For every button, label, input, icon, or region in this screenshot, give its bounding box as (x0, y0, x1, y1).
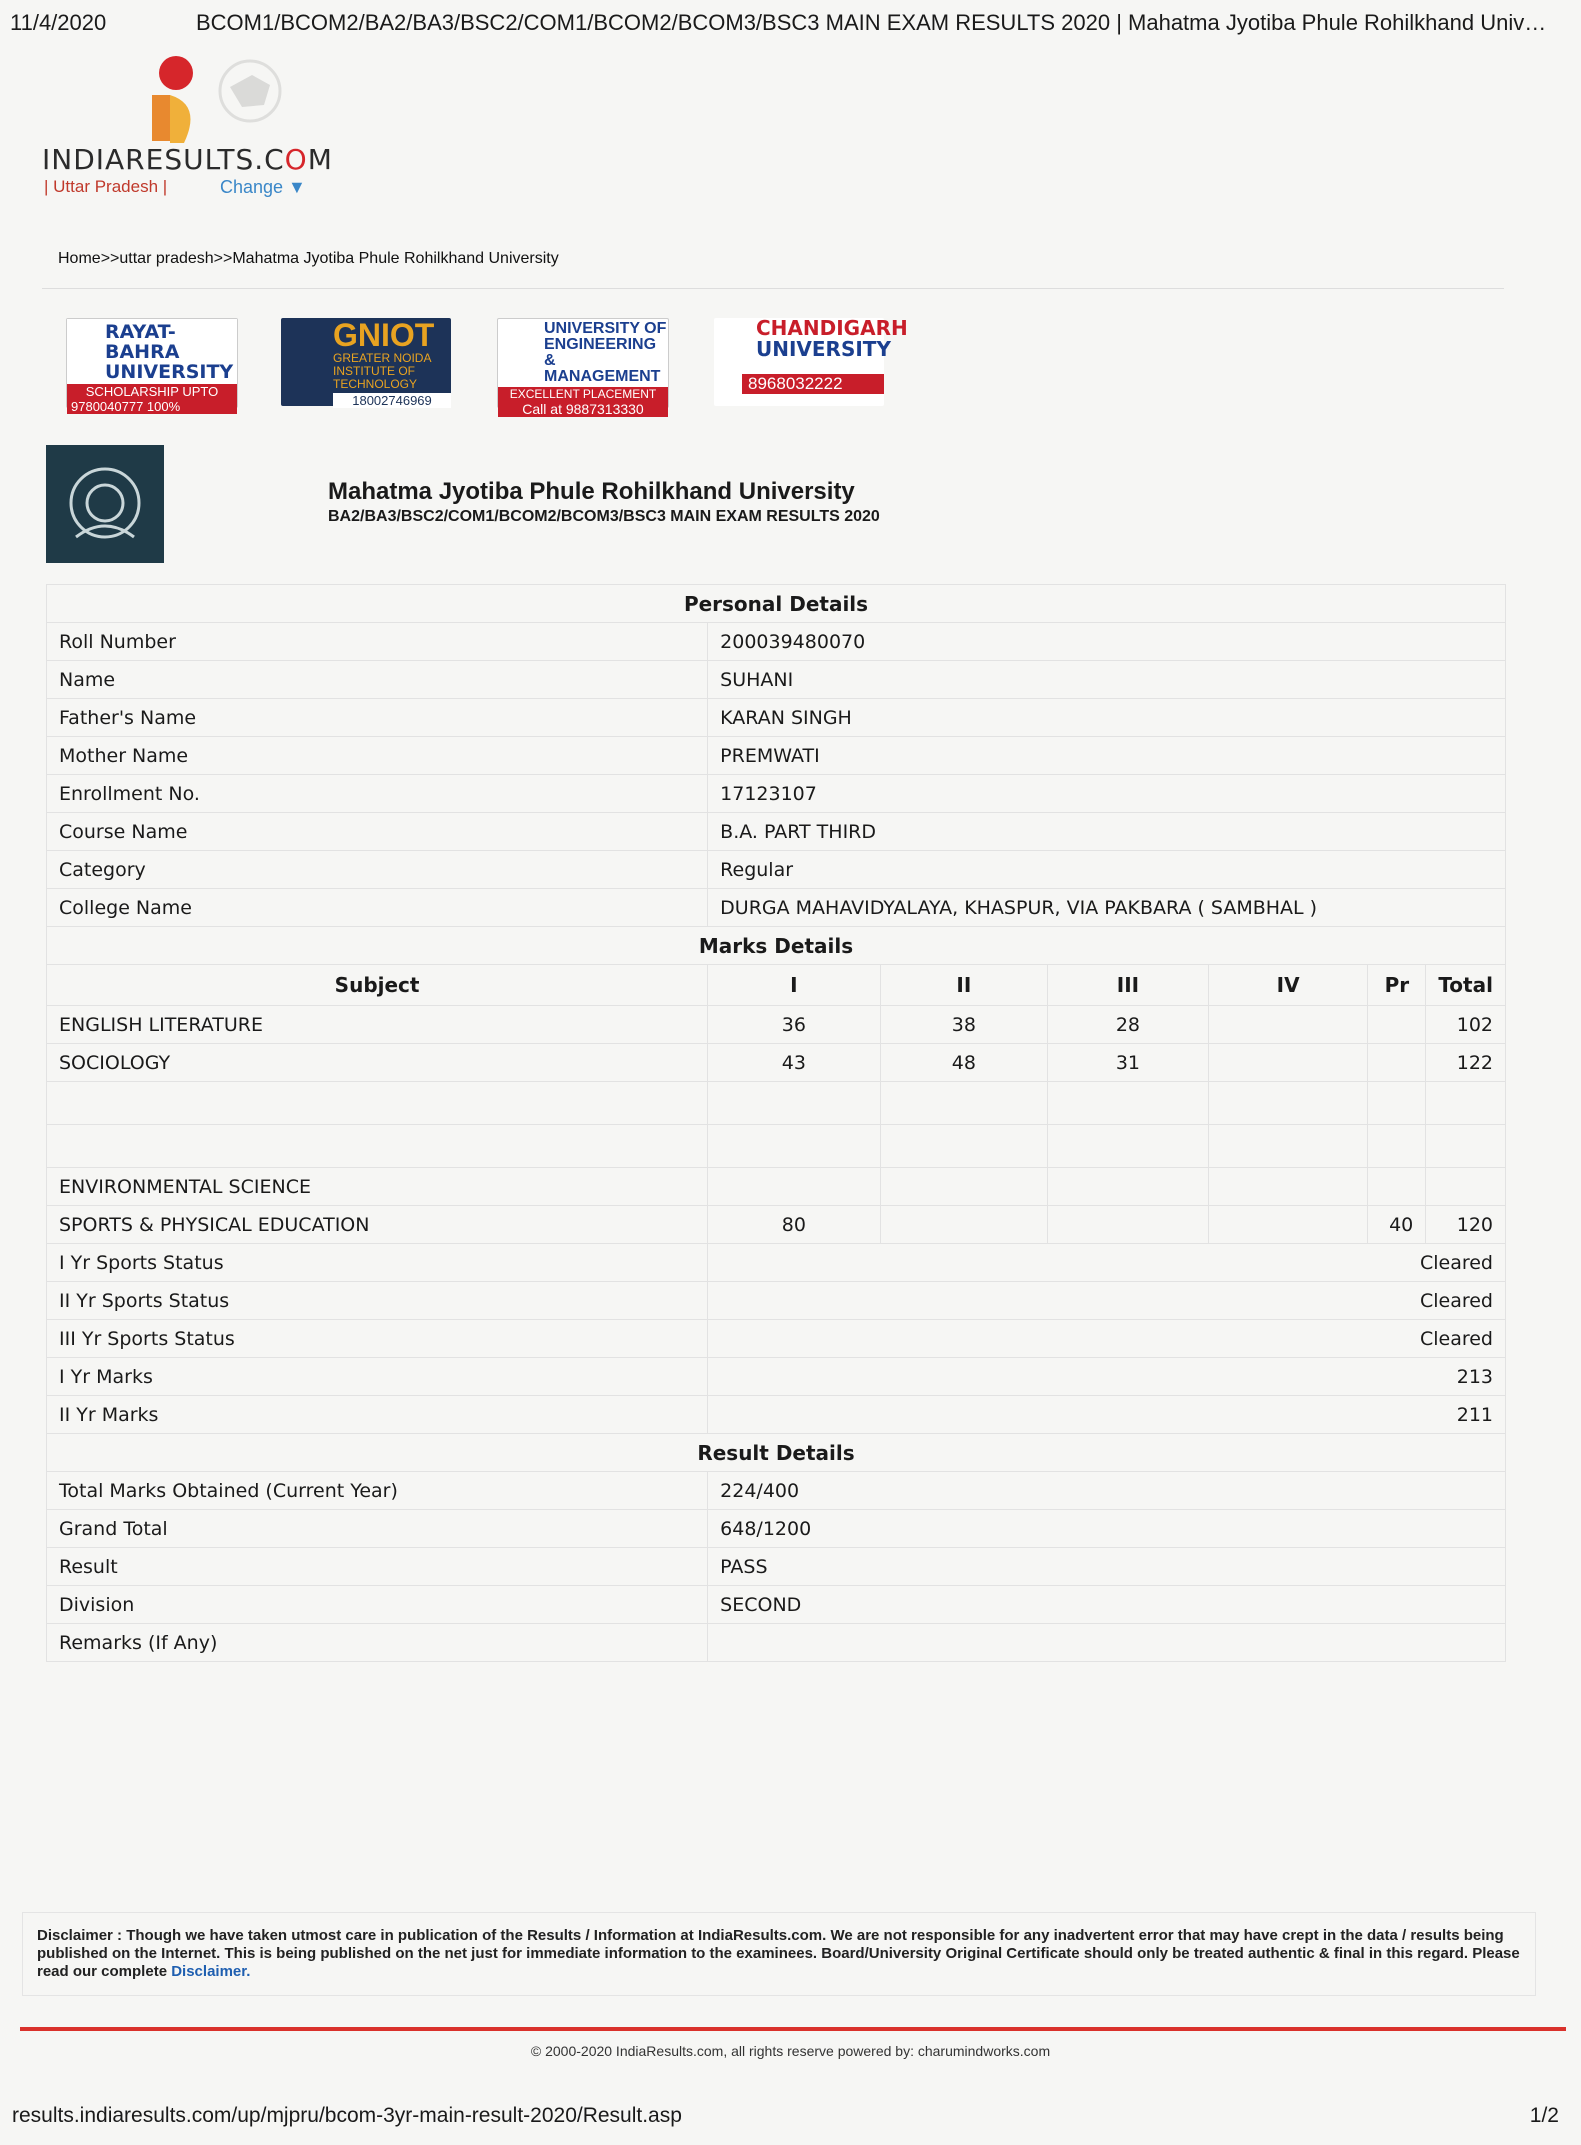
mark-cell (880, 1125, 1048, 1168)
table-row (47, 851, 1506, 889)
mark-cell (1208, 1044, 1368, 1082)
table-row (47, 1548, 1506, 1586)
mark-cell (1368, 1168, 1426, 1206)
university-logo (46, 445, 164, 563)
mark-cell: 40 (1368, 1206, 1426, 1244)
row-label: Course Name (47, 813, 708, 851)
ad-line: UNIVERSITY OF ENGINEERING & MANAGEMENT (544, 320, 667, 385)
result-table (46, 584, 1506, 1662)
mark-cell (1208, 1168, 1368, 1206)
breadcrumb-home[interactable]: Home (58, 250, 101, 267)
row-label: Mother Name (47, 737, 708, 775)
copyright-text: © 2000-2020 IndiaResults.com, all rights reserve powered by: charumindworks.com (530, 2043, 1051, 2059)
column-header: Subject (47, 965, 708, 1006)
row-label: I Yr Marks (47, 1358, 708, 1396)
breadcrumb (58, 250, 559, 268)
mark-cell (1208, 1082, 1368, 1125)
total-cell: 122 (1426, 1044, 1506, 1082)
marks-row (47, 1082, 1506, 1125)
status-row (47, 1396, 1506, 1434)
row-label: Remarks (If Any) (47, 1624, 708, 1662)
total-cell (1426, 1168, 1506, 1206)
status-value: Cleared (708, 1282, 1506, 1320)
marks-header-row (47, 965, 1506, 1006)
table-row (47, 623, 1506, 661)
ad-line: UNIVERSITY (756, 337, 891, 361)
column-header: I (708, 965, 880, 1006)
row-label: Name (47, 661, 708, 699)
row-label: Roll Number (47, 623, 708, 661)
section-heading (47, 585, 1506, 623)
ad-uem[interactable] (497, 318, 669, 417)
mark-cell (880, 1206, 1048, 1244)
mark-cell (1048, 1206, 1209, 1244)
ad-line: RAYAT-BAHRA UNIVERSITY (67, 319, 237, 382)
subject-cell: SOCIOLOGY (47, 1044, 708, 1082)
mother-name-value: PREMWATI (708, 737, 1506, 775)
site-logo[interactable] (42, 55, 342, 205)
table-row (47, 1586, 1506, 1624)
table-row (47, 1472, 1506, 1510)
row-label: Result (47, 1548, 708, 1586)
table-row (47, 775, 1506, 813)
mark-cell: 31 (1048, 1044, 1209, 1082)
mark-cell: 48 (880, 1044, 1048, 1082)
status-row (47, 1244, 1506, 1282)
divider (42, 288, 1504, 289)
section-heading (47, 1434, 1506, 1472)
marks-row (47, 1044, 1506, 1082)
mark-cell (1368, 1006, 1426, 1044)
table-row (47, 661, 1506, 699)
exam-title: BA2/BA3/BSC2/COM1/BCOM2/BCOM3/BSC3 MAIN EXAM RESULTS 2020 (328, 508, 880, 525)
state-label: | Uttar Pradesh | (44, 177, 168, 196)
subject-cell (47, 1125, 708, 1168)
status-value: 213 (708, 1358, 1506, 1396)
ad-line: 8968032222 (742, 374, 884, 394)
university-name: Mahatma Jyotiba Phule Rohilkhand University (328, 478, 855, 505)
disclaimer-box (22, 1912, 1536, 1996)
roll-number-value: 200039480070 (708, 623, 1506, 661)
university-emblem-icon (46, 445, 164, 563)
table-row (47, 889, 1506, 927)
change-state-link[interactable]: Change ▼ (220, 177, 306, 197)
map-watermark-icon (212, 57, 292, 127)
total-marks-value: 224/400 (708, 1472, 1506, 1510)
column-header: Pr (1368, 965, 1426, 1006)
row-label: Division (47, 1586, 708, 1624)
mark-cell: 36 (708, 1006, 880, 1044)
marks-details-heading: Marks Details (47, 927, 1506, 965)
result-details-heading: Result Details (47, 1434, 1506, 1472)
total-cell (1426, 1082, 1506, 1125)
mark-cell (708, 1082, 880, 1125)
column-header: Total (1426, 965, 1506, 1006)
breadcrumb-state[interactable]: uttar pradesh (119, 250, 214, 267)
status-row (47, 1282, 1506, 1320)
row-label: Enrollment No. (47, 775, 708, 813)
mark-cell (708, 1168, 880, 1206)
column-header: IV (1208, 965, 1368, 1006)
print-page-number: 1/2 (1529, 2104, 1559, 2127)
row-label: III Yr Sports Status (47, 1320, 708, 1358)
mark-cell (1048, 1125, 1209, 1168)
mark-cell: 28 (1048, 1006, 1209, 1044)
breadcrumb-university[interactable]: Mahatma Jyotiba Phule Rohilkhand University (232, 250, 559, 267)
ad-line: GNIOT (333, 317, 435, 353)
indiaresults-logo-icon (150, 55, 210, 145)
table-row (47, 1624, 1506, 1662)
subject-cell: SPORTS & PHYSICAL EDUCATION (47, 1206, 708, 1244)
mark-cell: 38 (880, 1006, 1048, 1044)
mark-cell (1368, 1044, 1426, 1082)
ad-line: Call at 9887313330 (498, 401, 668, 417)
table-row (47, 699, 1506, 737)
subject-cell: ENVIRONMENTAL SCIENCE (47, 1168, 708, 1206)
personal-details-heading: Personal Details (47, 585, 1506, 623)
ad-line: GREATER NOIDA INSTITUTE OF TECHNOLOGY (333, 351, 431, 391)
row-label: College Name (47, 889, 708, 927)
subject-cell: ENGLISH LITERATURE (47, 1006, 708, 1044)
marks-row (47, 1006, 1506, 1044)
row-label: Category (47, 851, 708, 889)
mark-cell (1208, 1206, 1368, 1244)
subject-cell (47, 1082, 708, 1125)
ad-line: CHANDIGARH (756, 316, 908, 340)
disclaimer-text: Disclaimer : Though we have taken utmost care in publication of the Results / Information at IndiaResults.com. We are not responsible for any inadvertent error that may have crept in the data / results being published on the Internet. This is being published on the net just for immediate information to the examinees. Board/University Original Certificate should only be treated authentic & final in this regard. Please read our complete (37, 1927, 1520, 1980)
course-value: B.A. PART THIRD (708, 813, 1506, 851)
status-value: Cleared (708, 1320, 1506, 1358)
print-page-title: BCOM1/BCOM2/BA2/BA3/BSC2/COM1/BCOM2/BCOM3/BSC3 MAIN EXAM RESULTS 2020 | Mahatma Jyotiba Phule Rohilkhand Univ… (196, 10, 1547, 35)
marks-row (47, 1125, 1506, 1168)
mark-cell (1048, 1082, 1209, 1125)
mark-cell (880, 1082, 1048, 1125)
row-label: Total Marks Obtained (Current Year) (47, 1472, 708, 1510)
status-value: Cleared (708, 1244, 1506, 1282)
disclaimer-link[interactable]: Disclaimer. (171, 1963, 251, 1980)
category-value: Regular (708, 851, 1506, 889)
row-label: II Yr Marks (47, 1396, 708, 1434)
print-header (10, 10, 1561, 40)
row-label: II Yr Sports Status (47, 1282, 708, 1320)
result-value: PASS (708, 1548, 1506, 1586)
ad-line: SCHOLARSHIP UPTO (67, 384, 237, 399)
grand-total-value: 648/1200 (708, 1510, 1506, 1548)
mark-cell (1368, 1082, 1426, 1125)
column-header: III (1048, 965, 1209, 1006)
mark-cell (708, 1125, 880, 1168)
total-cell: 102 (1426, 1006, 1506, 1044)
row-label: Grand Total (47, 1510, 708, 1548)
row-label: Father's Name (47, 699, 708, 737)
site-brand: INDIARESULTS.COM (42, 143, 333, 176)
mark-cell (1208, 1125, 1368, 1168)
print-date: 11/4/2020 (10, 10, 107, 35)
marks-row (47, 1206, 1506, 1244)
mark-cell (1048, 1168, 1209, 1206)
ad-line: 9780040777 100% (67, 399, 237, 414)
mark-cell: 43 (708, 1044, 880, 1082)
mark-cell (880, 1168, 1048, 1206)
status-row (47, 1358, 1506, 1396)
mark-cell: 80 (708, 1206, 880, 1244)
breadcrumb-separator: >> (213, 250, 233, 267)
ad-line: 18002746969 (333, 393, 451, 408)
name-value: SUHANI (708, 661, 1506, 699)
college-value: DURGA MAHAVIDYALAYA, KHASPUR, VIA PAKBARA ( SAMBHAL ) (708, 889, 1506, 927)
ad-gniot[interactable] (281, 318, 451, 406)
ad-chandigarh-university[interactable] (714, 316, 908, 406)
marks-row (47, 1168, 1506, 1206)
status-value: 211 (708, 1396, 1506, 1434)
footer-divider (20, 2027, 1566, 2031)
mark-cell (1368, 1125, 1426, 1168)
table-row (47, 737, 1506, 775)
ad-rayat-bahra[interactable] (66, 318, 238, 414)
total-cell (1426, 1125, 1506, 1168)
total-cell: 120 (1426, 1206, 1506, 1244)
ad-line: EXCELLENT PLACEMENT (498, 387, 668, 401)
remarks-value (708, 1624, 1506, 1662)
father-name-value: KARAN SINGH (708, 699, 1506, 737)
table-row (47, 1510, 1506, 1548)
enrollment-value: 17123107 (708, 775, 1506, 813)
row-label: I Yr Sports Status (47, 1244, 708, 1282)
status-row (47, 1320, 1506, 1358)
division-value: SECOND (708, 1586, 1506, 1624)
print-footer-url: results.indiaresults.com/up/mjpru/bcom-3yr-main-result-2020/Result.asp (12, 2104, 682, 2127)
table-row (47, 813, 1506, 851)
mark-cell (1208, 1006, 1368, 1044)
column-header: II (880, 965, 1048, 1006)
breadcrumb-separator: >> (100, 250, 120, 267)
section-heading (47, 927, 1506, 965)
